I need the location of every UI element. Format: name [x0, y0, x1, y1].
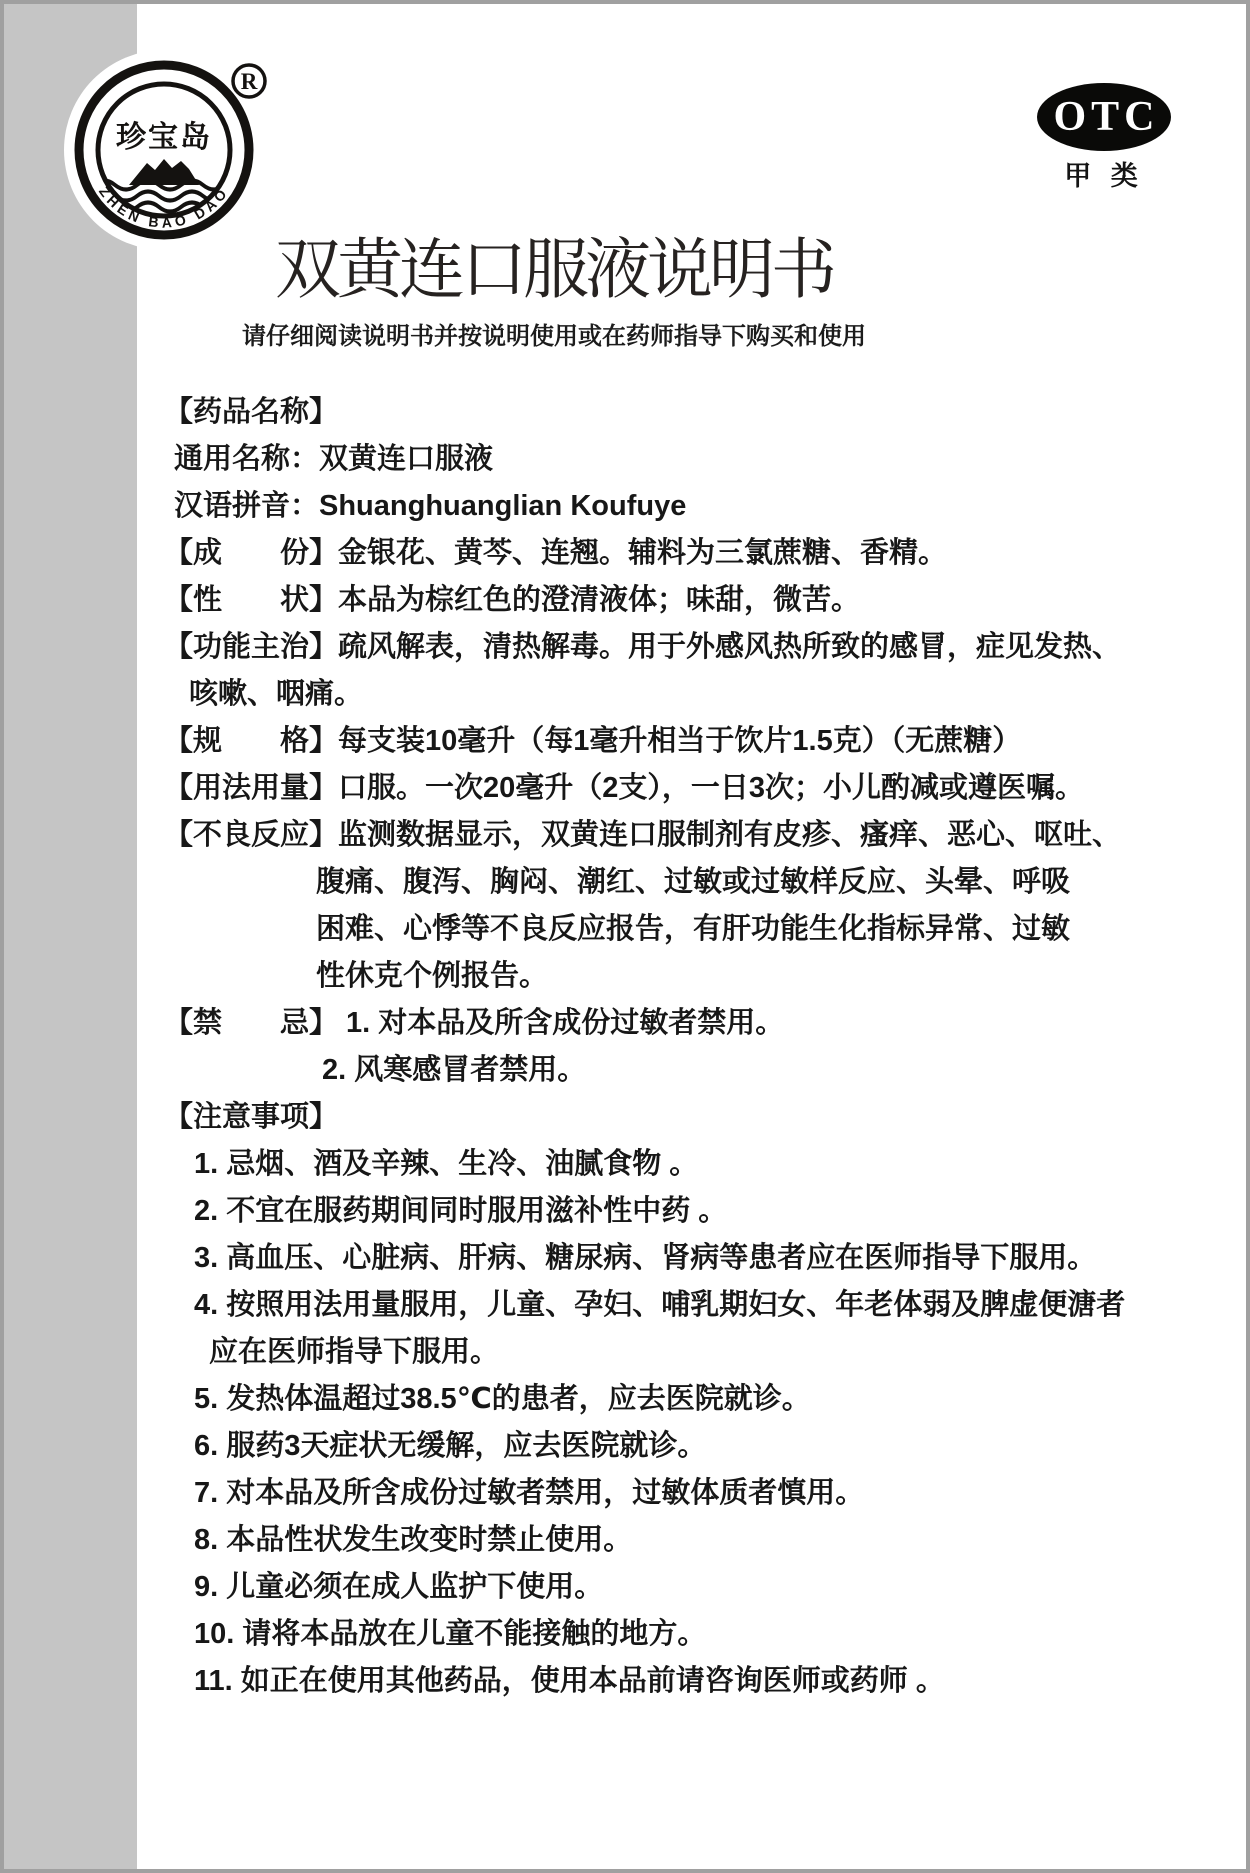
contraindications-line-1: 【禁 忌】 1. 对本品及所含成份过敏者禁用。	[164, 1007, 785, 1039]
adverse-reactions-line-3: 困难、心悸等不良反应报告，有肝功能生化指标异常、过敏	[316, 913, 1071, 945]
precaution-item-4: 4. 按照用法用量服用，儿童、孕妇、哺乳期妇女、年老体弱及脾虚便溏者	[194, 1289, 1126, 1321]
functions-line-1: 【功能主治】疏风解表，清热解毒。用于外感风热所致的感冒，症见发热、	[164, 631, 1122, 663]
ingredients-line: 【成 份】金银花、黄芩、连翘。辅料为三氯蔗糖、香精。	[164, 537, 948, 569]
otc-label: OTC	[1053, 94, 1160, 140]
precaution-item-11: 11. 如正在使用其他药品，使用本品前请咨询医师或药师 。	[194, 1665, 945, 1697]
logo-arc-text: ZHEN BAO DAO	[95, 183, 233, 231]
precaution-item-8: 8. 本品性状发生改变时禁止使用。	[194, 1524, 633, 1556]
adverse-reactions-line-1: 【不良反应】监测数据显示，双黄连口服制剂有皮疹、瘙痒、恶心、呕吐、	[164, 819, 1122, 851]
precaution-item-10: 10. 请将本品放在儿童不能接触的地方。	[194, 1618, 707, 1650]
precaution-item-6: 6. 服药3天症状无缓解，应去医院就诊。	[194, 1430, 707, 1462]
precaution-item-5: 5. 发热体温超过38.5℃的患者，应去医院就诊。	[194, 1383, 811, 1415]
section-label-drug-name: 【药品名称】	[164, 396, 339, 428]
precaution-item-1: 1. 忌烟、酒及辛辣、生冷、油腻食物 。	[194, 1148, 699, 1180]
page-title: 双黄连口服液说明书	[275, 234, 833, 307]
precaution-item-2: 2. 不宜在服药期间同时服用滋补性中药 。	[194, 1195, 728, 1227]
adverse-reactions-line-4: 性休克个例报告。	[316, 960, 549, 992]
generic-name-line: 通用名称：双黄连口服液	[174, 443, 494, 475]
svg-text:R: R	[240, 69, 258, 94]
dosage-line: 【用法用量】口服。一次20毫升（2支），一日3次；小儿酌减或遵医嘱。	[164, 772, 1085, 804]
logo-brand-text: 珍宝岛	[116, 121, 212, 154]
precaution-item-9: 9. 儿童必须在成人监护下使用。	[194, 1571, 604, 1603]
description-line: 【性 状】本品为棕红色的澄清液体；味甜，微苦。	[164, 584, 861, 616]
functions-line-2: 咳嗽、咽痛。	[189, 678, 364, 710]
precaution-item-7: 7. 对本品及所含成份过敏者禁用，过敏体质者慎用。	[194, 1477, 865, 1509]
registered-trademark-icon	[233, 65, 265, 97]
otc-badge	[1037, 83, 1171, 151]
pinyin-line: 汉语拼音：Shuanghuanglian Koufuye	[174, 490, 687, 522]
adverse-reactions-line-2: 腹痛、腹泻、胸闷、潮红、过敏或过敏样反应、头晕、呼吸	[316, 866, 1071, 898]
left-gray-band	[4, 4, 137, 1869]
section-label-precautions: 【注意事项】	[164, 1101, 339, 1133]
contraindications-line-2: 2. 风寒感冒者禁用。	[322, 1054, 587, 1086]
precaution-item-3: 3. 高血压、心脏病、肝病、糖尿病、肾病等患者应在医师指导下服用。	[194, 1242, 1097, 1274]
specification-line: 【规 格】每支装10毫升（每1毫升相当于饮片1.5克）（无蔗糖）	[164, 725, 1022, 757]
page-subtitle: 请仔细阅读说明书并按说明使用或在药师指导下购买和使用	[242, 323, 866, 350]
precaution-item-4-cont: 应在医师指导下服用。	[209, 1336, 500, 1368]
leaflet-body	[164, 389, 1224, 1705]
otc-class-label: 甲 类	[1064, 161, 1144, 191]
